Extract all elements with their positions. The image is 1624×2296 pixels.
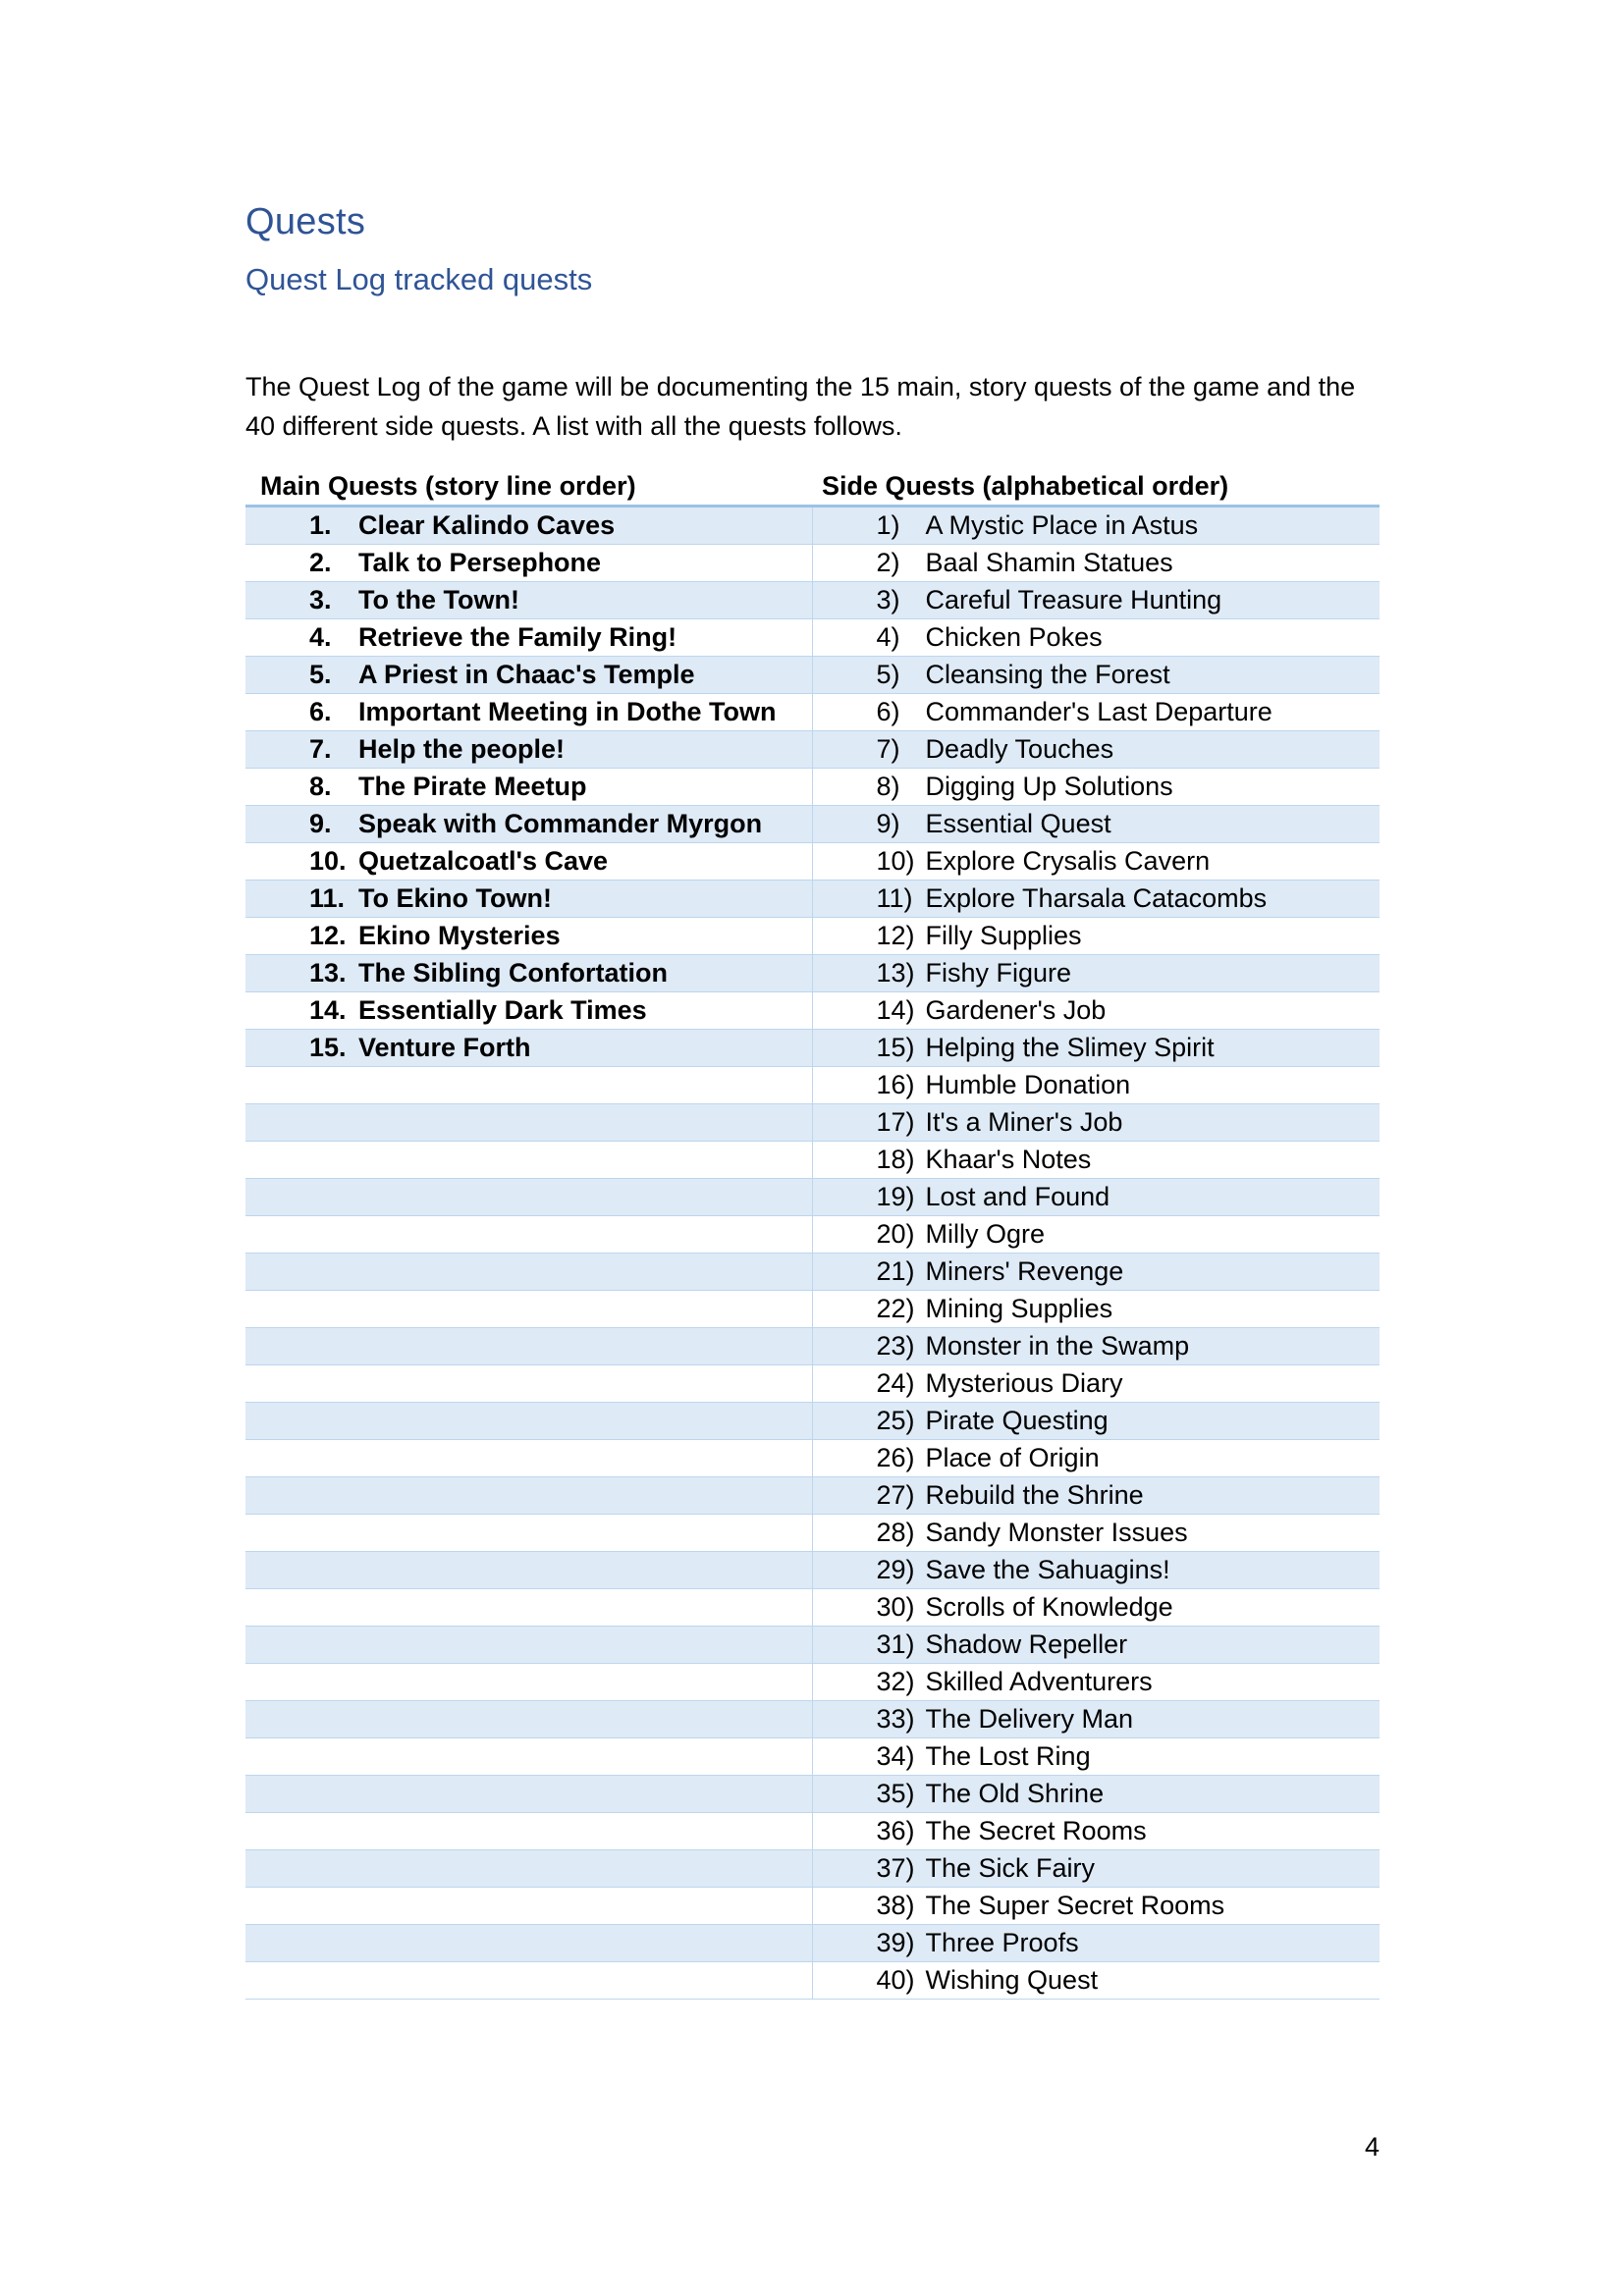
- side-quest-number: 33): [876, 1704, 915, 1734]
- side-quest-name: Three Proofs: [925, 1928, 1079, 1957]
- main-quest-name: Speak with Commander Myrgon: [358, 809, 763, 838]
- side-quest-name: Scrolls of Knowledge: [925, 1592, 1173, 1622]
- side-quest-name: Filly Supplies: [925, 921, 1082, 950]
- side-quest-name: The Lost Ring: [925, 1741, 1091, 1771]
- side-quest-cell: [812, 657, 1380, 694]
- main-quest-cell: [245, 619, 812, 657]
- side-quest-name: Save the Sahuagins!: [925, 1555, 1170, 1584]
- main-quest-name: Important Meeting in Dothe Town: [358, 697, 777, 726]
- side-quest-name: Shadow Repeller: [925, 1629, 1128, 1659]
- main-quest-cell: [245, 1291, 812, 1328]
- table-row: [245, 1664, 1380, 1701]
- side-quest-number: 9): [876, 809, 900, 838]
- side-quest-cell: [812, 1216, 1380, 1254]
- side-quest-cell: [812, 1365, 1380, 1403]
- side-quest-cell: [812, 694, 1380, 731]
- table-row: [245, 1813, 1380, 1850]
- main-quest-cell: [245, 694, 812, 731]
- table-row: [245, 1589, 1380, 1627]
- main-quest-cell: [245, 545, 812, 582]
- main-quest-cell: [245, 1552, 812, 1589]
- main-quest-name: Venture Forth: [358, 1033, 531, 1062]
- side-quest-cell: [812, 1179, 1380, 1216]
- table-row: [245, 657, 1380, 694]
- side-quest-cell: [812, 1291, 1380, 1328]
- main-quest-cell: [245, 1477, 812, 1515]
- side-quest-cell: [812, 1067, 1380, 1104]
- side-quest-number: 22): [876, 1294, 915, 1323]
- side-quest-cell: [812, 769, 1380, 806]
- main-quest-cell: [245, 843, 812, 881]
- table-row: [245, 1142, 1380, 1179]
- side-quest-number: 17): [876, 1107, 915, 1137]
- main-quest-cell: [245, 1142, 812, 1179]
- main-quest-number: 4.: [309, 622, 332, 652]
- side-quest-name: Essential Quest: [925, 809, 1111, 838]
- side-quest-number: 31): [876, 1629, 915, 1659]
- side-quest-cell: [812, 881, 1380, 918]
- side-quest-cell: [812, 1552, 1380, 1589]
- side-quest-number: 3): [876, 585, 900, 614]
- table-row: [245, 1179, 1380, 1216]
- side-quest-cell: [812, 1328, 1380, 1365]
- side-quest-cell: [812, 1142, 1380, 1179]
- main-quest-cell: [245, 1962, 812, 2000]
- side-quest-cell: [812, 1888, 1380, 1925]
- main-quest-cell: [245, 955, 812, 992]
- side-quest-number: 23): [876, 1331, 915, 1361]
- side-quest-number: 15): [876, 1033, 915, 1062]
- side-quest-number: 8): [876, 772, 900, 801]
- side-quest-name: Careful Treasure Hunting: [925, 585, 1222, 614]
- side-quest-name: Chicken Pokes: [925, 622, 1103, 652]
- side-quest-name: Cleansing the Forest: [925, 660, 1170, 689]
- main-quest-cell: [245, 1365, 812, 1403]
- side-quest-number: 25): [876, 1406, 915, 1435]
- table-row: [245, 1925, 1380, 1962]
- side-quest-cell: [812, 955, 1380, 992]
- side-quest-cell: [812, 1515, 1380, 1552]
- table-row: [245, 1216, 1380, 1254]
- side-quest-name: The Old Shrine: [925, 1779, 1105, 1808]
- side-quest-number: 40): [876, 1965, 915, 1995]
- section-subtitle: Quest Log tracked quests: [245, 262, 593, 296]
- side-quest-cell: [812, 843, 1380, 881]
- main-quest-name: To Ekino Town!: [358, 883, 552, 913]
- table-row: [245, 694, 1380, 731]
- main-quest-number: 9.: [309, 809, 332, 838]
- side-quest-name: Fishy Figure: [925, 958, 1072, 988]
- main-quest-cell: [245, 507, 812, 545]
- table-row: [245, 1888, 1380, 1925]
- main-quest-name: Ekino Mysteries: [358, 921, 561, 950]
- main-quest-cell: [245, 992, 812, 1030]
- table-row: [245, 1030, 1380, 1067]
- side-quest-name: Humble Donation: [925, 1070, 1131, 1099]
- main-quest-name: Clear Kalindo Caves: [358, 510, 616, 540]
- table-row: [245, 619, 1380, 657]
- main-quest-cell: [245, 881, 812, 918]
- table-row: [245, 1552, 1380, 1589]
- main-quest-cell: [245, 1627, 812, 1664]
- table-row: [245, 806, 1380, 843]
- main-quest-name: To the Town!: [358, 585, 519, 614]
- side-quest-cell: [812, 731, 1380, 769]
- side-quest-name: Monster in the Swamp: [925, 1331, 1190, 1361]
- quests-table: [245, 468, 1380, 2000]
- table-row: [245, 1850, 1380, 1888]
- side-quest-cell: [812, 1738, 1380, 1776]
- side-quest-name: Explore Tharsala Catacombs: [925, 883, 1268, 913]
- side-quest-number: 36): [876, 1816, 915, 1845]
- side-quest-cell: [812, 1030, 1380, 1067]
- side-quest-name: Explore Crysalis Cavern: [925, 846, 1211, 876]
- table-row: [245, 545, 1380, 582]
- table-row: [245, 1328, 1380, 1365]
- side-quest-name: Deadly Touches: [925, 734, 1114, 764]
- main-quest-number: 11.: [309, 883, 346, 913]
- side-quest-number: 18): [876, 1145, 915, 1174]
- side-quest-number: 21): [876, 1256, 915, 1286]
- side-quest-name: Baal Shamin Statues: [925, 548, 1173, 577]
- table-row: [245, 1701, 1380, 1738]
- table-row: [245, 1104, 1380, 1142]
- side-quest-number: 38): [876, 1891, 915, 1920]
- table-row: [245, 1776, 1380, 1813]
- main-quest-cell: [245, 1030, 812, 1067]
- side-quest-name: Helping the Slimey Spirit: [925, 1033, 1215, 1062]
- side-quest-number: 29): [876, 1555, 915, 1584]
- side-quest-number: 24): [876, 1368, 915, 1398]
- side-quest-cell: [812, 1813, 1380, 1850]
- side-quest-number: 30): [876, 1592, 915, 1622]
- side-quest-number: 14): [876, 995, 915, 1025]
- side-quest-cell: [812, 1589, 1380, 1627]
- table-row: [245, 1440, 1380, 1477]
- main-quest-cell: [245, 918, 812, 955]
- main-quest-cell: [245, 1179, 812, 1216]
- side-quest-name: Lost and Found: [925, 1182, 1110, 1211]
- side-quest-cell: [812, 992, 1380, 1030]
- main-quest-cell: [245, 1515, 812, 1552]
- main-quest-number: 15.: [309, 1033, 347, 1062]
- side-quest-cell: [812, 582, 1380, 619]
- side-quest-number: 11): [876, 883, 913, 913]
- side-quest-name: It's a Miner's Job: [925, 1107, 1123, 1137]
- table-header-row: [245, 468, 1380, 507]
- side-quest-cell: [812, 918, 1380, 955]
- side-quest-cell: [812, 619, 1380, 657]
- main-quest-name: Talk to Persephone: [358, 548, 602, 577]
- side-quest-name: The Sick Fairy: [925, 1853, 1096, 1883]
- main-quest-cell: [245, 769, 812, 806]
- table-row: [245, 955, 1380, 992]
- main-quest-cell: [245, 806, 812, 843]
- table-row: [245, 881, 1380, 918]
- side-quest-cell: [812, 1701, 1380, 1738]
- table-row: [245, 843, 1380, 881]
- main-quest-cell: [245, 1850, 812, 1888]
- table-row: [245, 1738, 1380, 1776]
- intro-paragraph: The Quest Log of the game will be documenting the 15 main, story quests of the game and the 40 different side quests. A list with all the quests follows.: [245, 372, 1356, 441]
- side-quest-number: 26): [876, 1443, 915, 1472]
- main-quest-cell: [245, 1403, 812, 1440]
- side-quest-number: 2): [876, 548, 900, 577]
- main-quest-cell: [245, 1888, 812, 1925]
- main-quest-name: Quetzalcoatl's Cave: [358, 846, 609, 876]
- side-quest-name: Wishing Quest: [925, 1965, 1099, 1995]
- main-quest-number: 13.: [309, 958, 347, 988]
- table-row: [245, 1962, 1380, 2000]
- side-quest-number: 35): [876, 1779, 915, 1808]
- side-quest-cell: [812, 1104, 1380, 1142]
- side-quest-number: 39): [876, 1928, 915, 1957]
- main-quest-cell: [245, 582, 812, 619]
- main-quest-cell: [245, 1664, 812, 1701]
- main-quest-cell: [245, 1813, 812, 1850]
- table-row: [245, 769, 1380, 806]
- side-quest-number: 1): [876, 510, 900, 540]
- side-quest-number: 7): [876, 734, 900, 764]
- main-quest-cell: [245, 1254, 812, 1291]
- table-row: [245, 1403, 1380, 1440]
- table-row: [245, 1477, 1380, 1515]
- table-row: [245, 1254, 1380, 1291]
- side-quest-number: 37): [876, 1853, 915, 1883]
- main-quest-number: 6.: [309, 697, 332, 726]
- side-quest-name: Miners' Revenge: [925, 1256, 1124, 1286]
- table-row: [245, 582, 1380, 619]
- side-quest-cell: [812, 1440, 1380, 1477]
- table-row: [245, 1515, 1380, 1552]
- table-row: [245, 1291, 1380, 1328]
- table-row: [245, 918, 1380, 955]
- side-quest-name: The Secret Rooms: [925, 1816, 1147, 1845]
- main-quest-cell: [245, 1925, 812, 1962]
- side-quest-number: 5): [876, 660, 900, 689]
- main-quest-cell: [245, 1701, 812, 1738]
- main-quest-cell: [245, 1328, 812, 1365]
- main-quest-name: The Pirate Meetup: [358, 772, 587, 801]
- side-quest-number: 16): [876, 1070, 915, 1099]
- side-quest-cell: [812, 1254, 1380, 1291]
- side-quest-name: Digging Up Solutions: [925, 772, 1173, 801]
- main-quest-cell: [245, 1589, 812, 1627]
- page-number: 4: [1365, 2132, 1380, 2162]
- main-quest-name: Help the people!: [358, 734, 566, 764]
- main-quest-cell: [245, 1738, 812, 1776]
- side-quest-number: 27): [876, 1480, 915, 1510]
- main-quest-cell: [245, 1067, 812, 1104]
- main-quest-number: 3.: [309, 585, 332, 614]
- table-row: [245, 1365, 1380, 1403]
- main-quests-header: Main Quests (story line order): [245, 468, 812, 507]
- main-quest-number: 12.: [309, 921, 347, 950]
- side-quest-name: Milly Ogre: [925, 1219, 1046, 1249]
- quest-rows: [245, 507, 1380, 2000]
- main-quest-number: 1.: [309, 510, 332, 540]
- main-quest-name: A Priest in Chaac's Temple: [358, 660, 695, 689]
- side-quest-number: 13): [876, 958, 915, 988]
- side-quest-number: 20): [876, 1219, 915, 1249]
- main-quest-name: Retrieve the Family Ring!: [358, 622, 677, 652]
- side-quest-cell: [812, 1925, 1380, 1962]
- table-row: [245, 507, 1380, 545]
- side-quest-name: Sandy Monster Issues: [925, 1518, 1188, 1547]
- side-quest-cell: [812, 1627, 1380, 1664]
- main-quest-cell: [245, 1440, 812, 1477]
- side-quest-cell: [812, 507, 1380, 545]
- side-quest-name: Mining Supplies: [925, 1294, 1113, 1323]
- main-quest-cell: [245, 1104, 812, 1142]
- side-quest-number: 34): [876, 1741, 915, 1771]
- side-quest-cell: [812, 545, 1380, 582]
- main-quest-cell: [245, 1216, 812, 1254]
- side-quest-number: 4): [876, 622, 900, 652]
- side-quest-cell: [812, 1962, 1380, 2000]
- main-quest-cell: [245, 1776, 812, 1813]
- side-quest-number: 6): [876, 697, 900, 726]
- main-quest-name: The Sibling Confortation: [358, 958, 668, 988]
- main-quest-number: 2.: [309, 548, 332, 577]
- side-quest-number: 19): [876, 1182, 915, 1211]
- table-row: [245, 731, 1380, 769]
- main-quest-number: 5.: [309, 660, 332, 689]
- side-quest-cell: [812, 806, 1380, 843]
- side-quest-cell: [812, 1776, 1380, 1813]
- main-quest-number: 10.: [309, 846, 347, 876]
- main-quest-number: 7.: [309, 734, 332, 764]
- side-quest-name: The Super Secret Rooms: [925, 1891, 1225, 1920]
- table-row: [245, 1067, 1380, 1104]
- side-quest-name: Rebuild the Shrine: [925, 1480, 1144, 1510]
- main-quest-cell: [245, 731, 812, 769]
- side-quest-cell: [812, 1664, 1380, 1701]
- page-title: Quests: [245, 201, 366, 242]
- side-quest-cell: [812, 1477, 1380, 1515]
- side-quest-name: A Mystic Place in Astus: [925, 510, 1199, 540]
- side-quests-header: Side Quests (alphabetical order): [812, 468, 1380, 507]
- side-quest-number: 10): [876, 846, 915, 876]
- side-quest-cell: [812, 1850, 1380, 1888]
- side-quest-name: The Delivery Man: [925, 1704, 1134, 1734]
- table-row: [245, 1627, 1380, 1664]
- side-quest-number: 12): [876, 921, 915, 950]
- table-row: [245, 992, 1380, 1030]
- side-quest-name: Pirate Questing: [925, 1406, 1109, 1435]
- main-quest-cell: [245, 657, 812, 694]
- side-quest-name: Mysterious Diary: [925, 1368, 1123, 1398]
- main-quest-number: 8.: [309, 772, 332, 801]
- side-quest-name: Skilled Adventurers: [925, 1667, 1153, 1696]
- main-quest-name: Essentially Dark Times: [358, 995, 647, 1025]
- side-quest-name: Khaar's Notes: [925, 1145, 1092, 1174]
- side-quest-number: 28): [876, 1518, 915, 1547]
- side-quest-cell: [812, 1403, 1380, 1440]
- side-quest-name: Gardener's Job: [925, 995, 1107, 1025]
- side-quest-number: 32): [876, 1667, 915, 1696]
- side-quest-name: Place of Origin: [925, 1443, 1100, 1472]
- side-quest-name: Commander's Last Departure: [925, 697, 1272, 726]
- main-quest-number: 14.: [309, 995, 347, 1025]
